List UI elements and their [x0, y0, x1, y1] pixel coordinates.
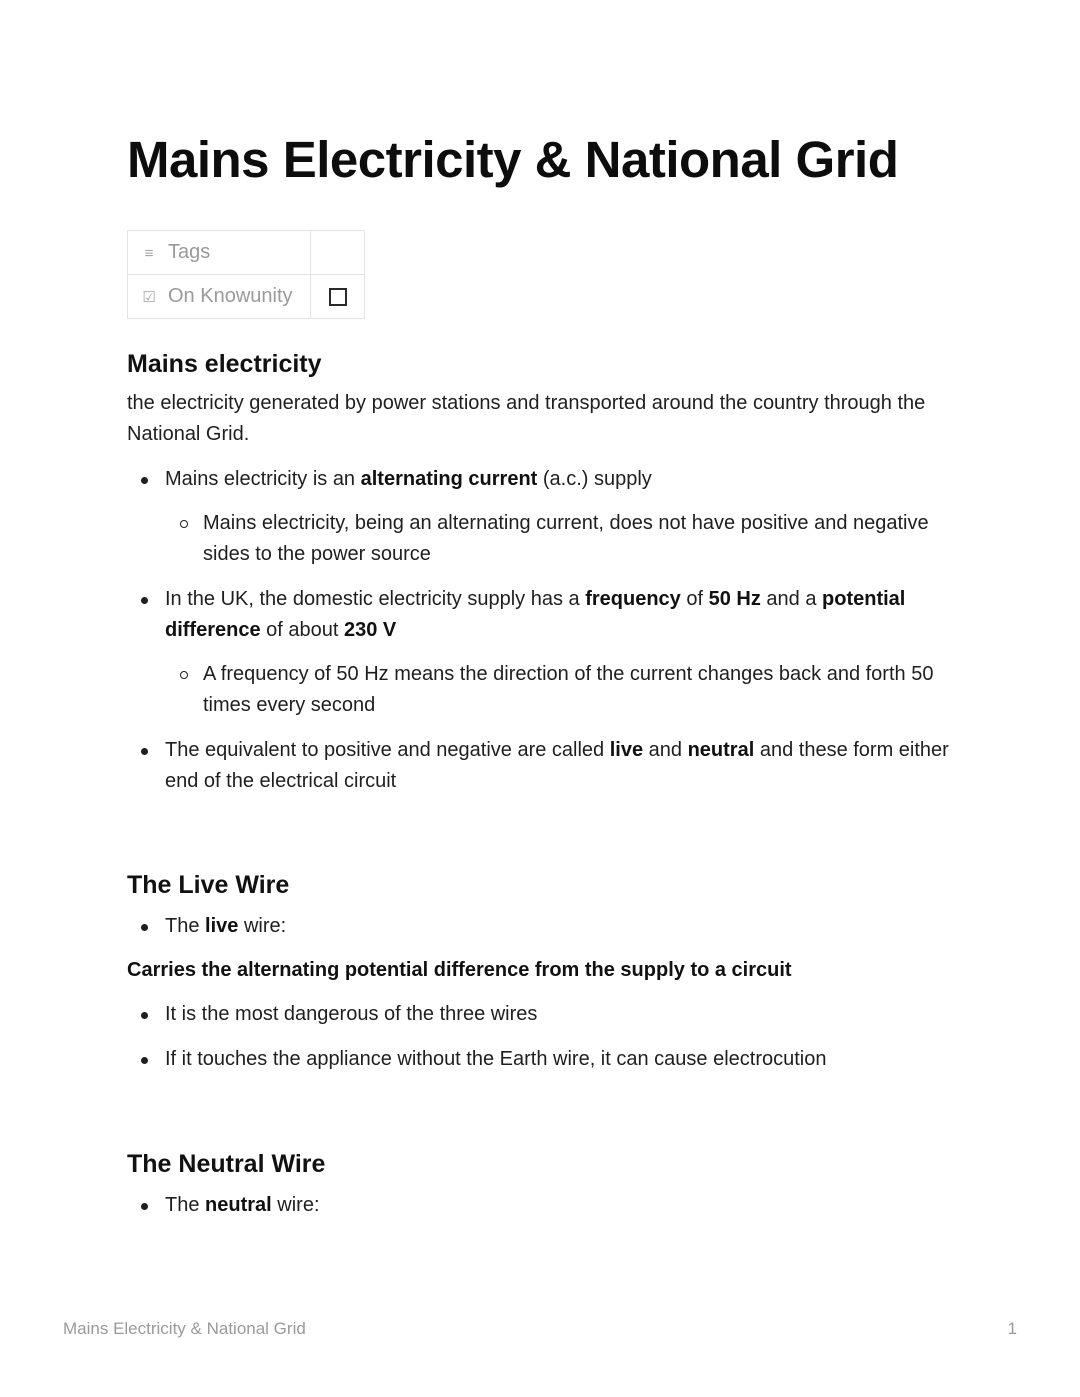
- list-item: In the UK, the domestic electricity supply has a frequency of 50 Hz and a potential difference of about 230 V: [127, 584, 957, 646]
- section-heading-neutral-wire: The Neutral Wire: [127, 1150, 326, 1178]
- properties-table: [127, 230, 365, 319]
- bullet-list: [127, 464, 957, 495]
- property-label: On Knowunity: [168, 285, 293, 307]
- list-item: A frequency of 50 Hz means the direction of the current changes back and forth 50 times every second: [127, 659, 957, 721]
- on-knowunity-checkbox[interactable]: [329, 288, 347, 306]
- list-item: Mains electricity, being an alternating current, does not have positive and negative sides to the power source: [127, 508, 957, 570]
- property-name-on-knowunity: [128, 275, 311, 319]
- property-value-on-knowunity: [311, 275, 365, 319]
- list-item: If it touches the appliance without the Earth wire, it can cause electrocution: [127, 1044, 957, 1075]
- list-icon: ≡: [144, 245, 154, 262]
- list-item: It is the most dangerous of the three wires: [127, 999, 957, 1030]
- list-item: The equivalent to positive and negative are called live and neutral and these form either end of the electrical circuit: [127, 735, 957, 797]
- bullet-list: [127, 1190, 957, 1221]
- bold-statement: Carries the alternating potential difference from the supply to a circuit: [127, 959, 792, 981]
- definition-paragraph: the electricity generated by power stations and transported around the country through the National Grid.: [127, 392, 926, 445]
- section-heading-mains-electricity: Mains electricity: [127, 350, 322, 378]
- property-label: Tags: [168, 241, 211, 263]
- bullet-list: [127, 911, 957, 942]
- property-row-tags: [128, 231, 365, 275]
- bullet-list: [127, 999, 957, 1030]
- bullet-list: [127, 584, 957, 646]
- sub-bullet-list: [127, 508, 957, 570]
- checkbox-property-icon: ☑: [142, 289, 156, 306]
- list-item: The live wire:: [127, 911, 957, 942]
- property-name-tags: [128, 231, 311, 275]
- list-item: Mains electricity is an alternating current (a.c.) supply: [127, 464, 957, 495]
- page-number: 1: [1007, 1319, 1017, 1338]
- property-row-on-knowunity: [128, 275, 365, 319]
- bullet-list: [127, 735, 957, 797]
- document-body: [127, 340, 957, 1221]
- bullet-list: [127, 1044, 957, 1075]
- page-title: Mains Electricity & National Grid: [127, 131, 899, 188]
- footer-title: Mains Electricity & National Grid: [63, 1319, 306, 1338]
- section-heading-live-wire: The Live Wire: [127, 871, 290, 899]
- list-item: The neutral wire:: [127, 1190, 957, 1221]
- property-value-tags[interactable]: [311, 231, 365, 275]
- sub-bullet-list: [127, 659, 957, 721]
